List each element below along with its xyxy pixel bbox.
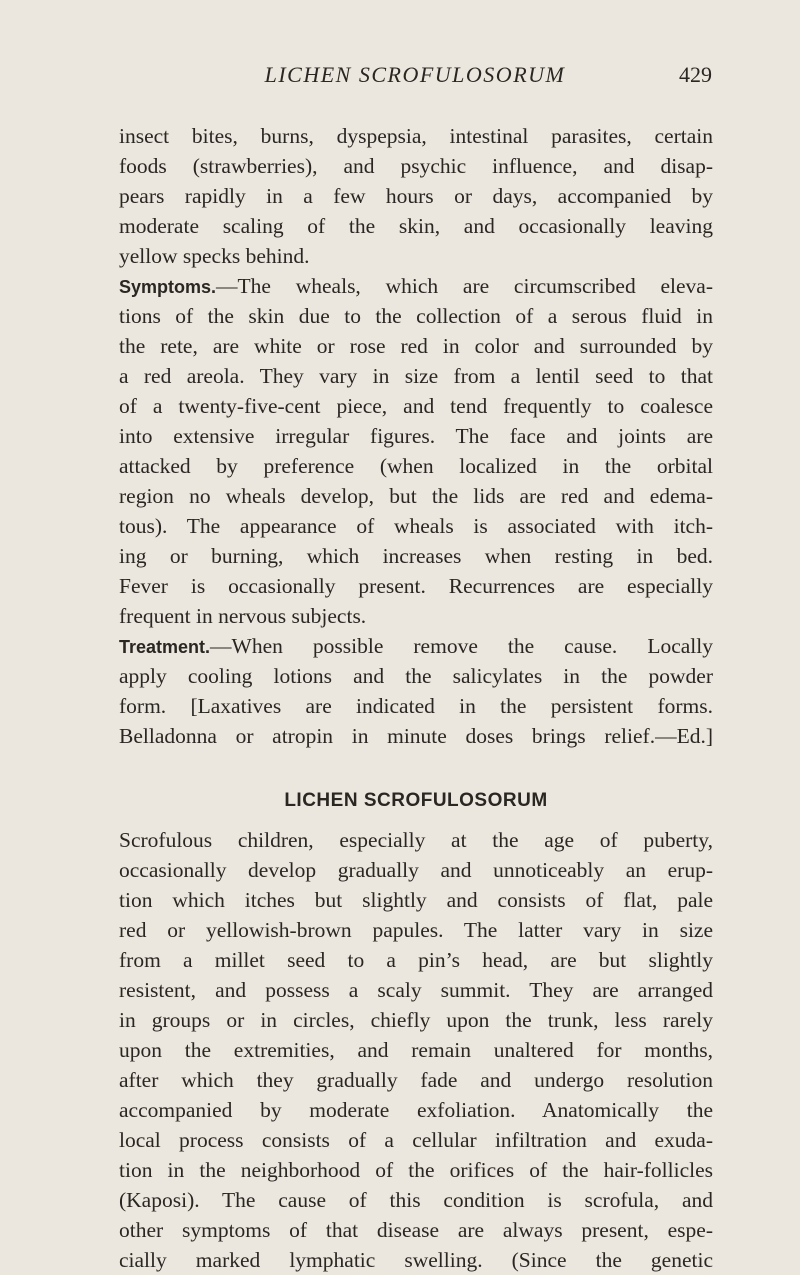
text-line xyxy=(119,721,713,751)
line-text: Fever is occasionally present. Recurrences are especially xyxy=(119,574,713,598)
line-text: tion in the neighborhood of the orifices of the hair-follicles xyxy=(119,1158,713,1182)
text-line xyxy=(119,661,713,691)
text-line xyxy=(119,945,713,975)
text-line xyxy=(119,331,713,361)
text-line xyxy=(119,211,713,241)
text-line xyxy=(119,1215,713,1245)
line-text: into extensive irregular figures. The face and joints are xyxy=(119,424,713,448)
line-text: red or yellowish-brown papules. The latter vary in size xyxy=(119,918,713,942)
line-text: upon the extremities, and remain unaltered for months, xyxy=(119,1038,713,1062)
text-line xyxy=(119,151,713,181)
text-line xyxy=(119,361,713,391)
text-line xyxy=(119,241,713,271)
text-line xyxy=(119,121,713,151)
text-line xyxy=(119,451,713,481)
text-line xyxy=(119,975,713,1005)
line-text: from a millet seed to a pin’s head, are but slightly xyxy=(119,948,713,972)
line-text: (Kaposi). The cause of this condition is scrofula, and xyxy=(119,1188,713,1212)
text-line xyxy=(119,1155,713,1185)
section-body-text xyxy=(119,825,713,1275)
line-text: local process consists of a cellular infiltration and exuda- xyxy=(119,1128,713,1152)
line-text: attacked by preference (when localized in the orbital xyxy=(119,454,713,478)
page-number: 429 xyxy=(679,62,712,87)
line-text: —The wheals, which are circumscribed eleva- xyxy=(216,274,713,298)
line-text: in groups or in circles, chiefly upon the trunk, less rarely xyxy=(119,1008,713,1032)
line-text: foods (strawberries), and psychic influence, and disap- xyxy=(119,154,713,178)
text-line xyxy=(119,915,713,945)
text-line xyxy=(119,481,713,511)
line-text: Belladonna or atropin in minute doses brings relief.—Ed.] xyxy=(119,724,713,748)
text-line xyxy=(119,421,713,451)
previous-section-text xyxy=(119,121,713,751)
line-text: of a twenty-five-cent piece, and tend frequently to coalesce xyxy=(119,394,713,418)
line-text: moderate scaling of the skin, and occasionally leaving xyxy=(119,214,713,238)
text-line xyxy=(119,631,713,661)
text-line xyxy=(119,391,713,421)
text-line xyxy=(119,301,713,331)
text-line xyxy=(119,601,713,631)
line-text: yellow specks behind. xyxy=(119,244,310,268)
run-in-heading: Symptoms. xyxy=(119,277,217,297)
text-line xyxy=(119,271,713,301)
text-line xyxy=(119,571,713,601)
text-line xyxy=(119,1245,713,1275)
text-line xyxy=(119,181,713,211)
text-line xyxy=(119,1065,713,1095)
text-line xyxy=(119,511,713,541)
text-line xyxy=(119,1095,713,1125)
line-text: —When possible remove the cause. Locally xyxy=(210,634,713,658)
line-text: apply cooling lotions and the salicylates in the powder xyxy=(119,664,713,688)
running-head xyxy=(118,60,712,100)
line-text: region no wheals develop, but the lids are red and edema- xyxy=(119,484,713,508)
line-text: other symptoms of that disease are always present, espe- xyxy=(119,1218,713,1242)
line-text: form. [Laxatives are indicated in the persistent forms. xyxy=(119,694,713,718)
line-text: resistent, and possess a scaly summit. They are arranged xyxy=(119,978,713,1002)
text-line xyxy=(119,885,713,915)
text-line xyxy=(119,1035,713,1065)
line-text: Scrofulous children, especially at the age of puberty, xyxy=(119,828,713,852)
line-text: the rete, are white or rose red in color and surrounded by xyxy=(119,334,713,358)
line-text: frequent in nervous subjects. xyxy=(119,604,367,628)
text-line xyxy=(119,1005,713,1035)
line-text: accompanied by moderate exfoliation. Anatomically the xyxy=(119,1098,713,1122)
text-line xyxy=(119,825,713,855)
line-text: pears rapidly in a few hours or days, accompanied by xyxy=(119,184,713,208)
line-text: a red areola. They vary in size from a lentil seed to that xyxy=(119,364,713,388)
line-text: tion which itches but slightly and consists of flat, pale xyxy=(119,888,713,912)
line-text: after which they gradually fade and undergo resolution xyxy=(119,1068,713,1092)
line-text: tous). The appearance of wheals is associated with itch- xyxy=(119,514,713,538)
text-line xyxy=(119,691,713,721)
text-line xyxy=(119,1185,713,1215)
text-line xyxy=(119,855,713,885)
run-in-heading: Treatment. xyxy=(119,637,211,657)
line-text: insect bites, burns, dyspepsia, intestinal parasites, certain xyxy=(119,124,713,148)
running-title: LICHEN SCROFULOSORUM xyxy=(264,62,566,87)
line-text: tions of the skin due to the collection of a serous fluid in xyxy=(119,304,713,328)
body-text xyxy=(119,121,713,1275)
section-gap xyxy=(119,751,713,777)
line-text: occasionally develop gradually and unnoticeably an erup- xyxy=(119,858,713,882)
section-heading: LICHEN SCROFULOSORUM xyxy=(284,790,548,811)
line-text: ing or burning, which increases when resting in bed. xyxy=(119,544,713,568)
text-line xyxy=(119,1125,713,1155)
line-text: cially marked lymphatic swelling. (Since the genetic xyxy=(119,1248,713,1272)
text-line xyxy=(119,541,713,571)
